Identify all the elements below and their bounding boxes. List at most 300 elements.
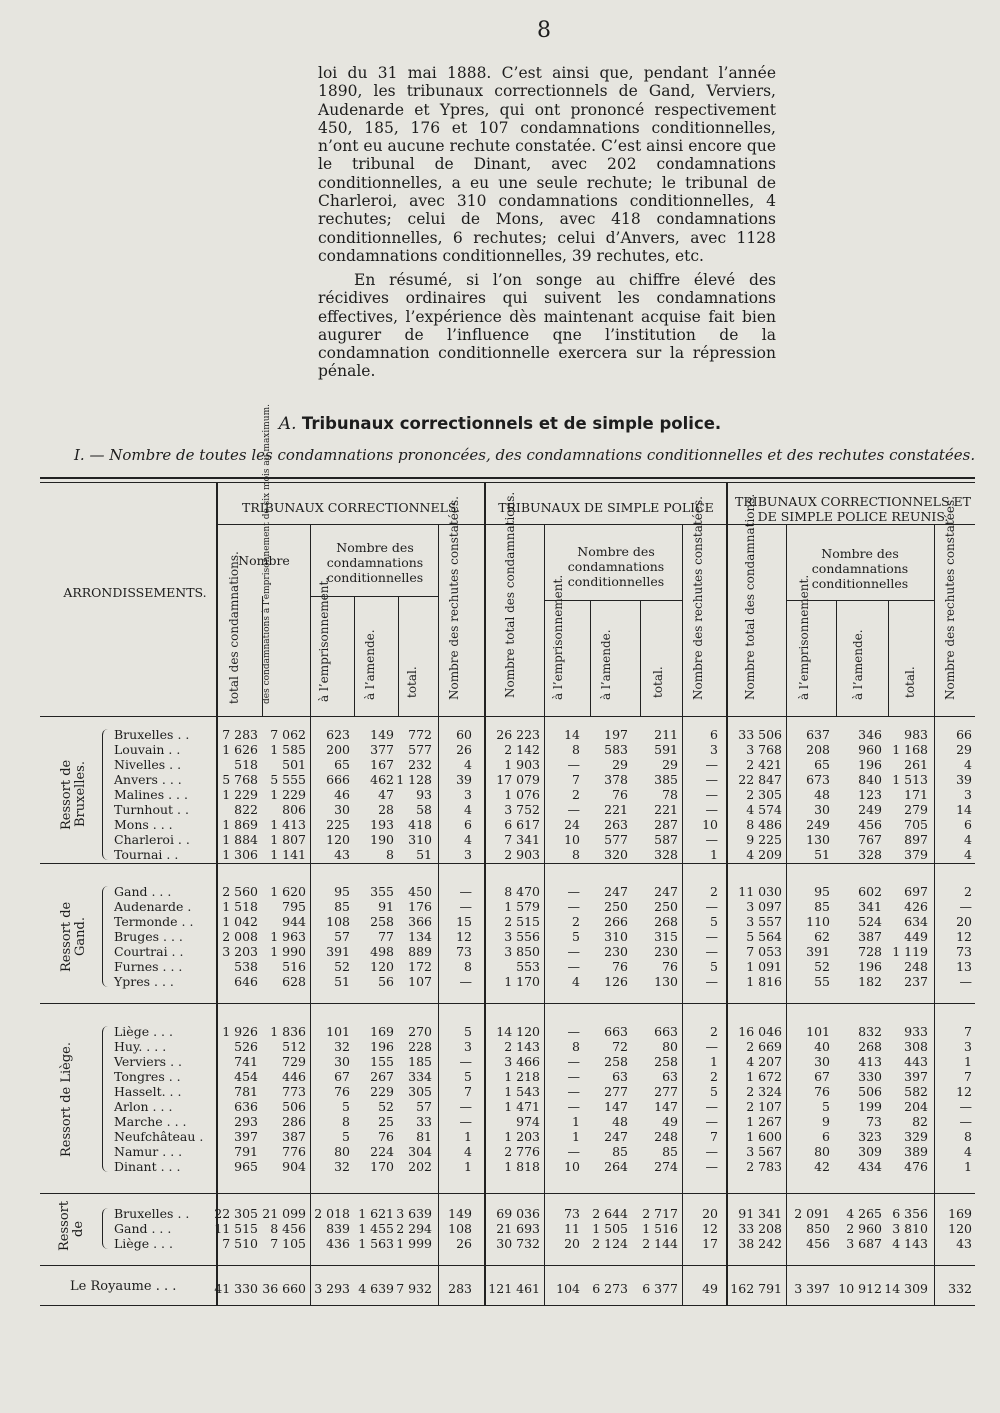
table-cell: —	[705, 929, 718, 944]
table-cell: 387	[282, 1129, 306, 1144]
table-cell: 85	[334, 899, 350, 914]
table-cell: 663	[654, 1024, 678, 1039]
table-cell: 1 516	[642, 1221, 678, 1236]
group-brace-3	[102, 1208, 109, 1249]
row-name: Neufchâteau .	[114, 1129, 204, 1144]
table-cell: 60	[456, 727, 472, 742]
table-cell: 4 265	[846, 1206, 882, 1221]
table-cell: 397	[904, 1069, 928, 1084]
table-cell: 2	[710, 884, 718, 899]
table-cell: 1 585	[270, 742, 306, 757]
table-cell: 277	[604, 1084, 628, 1099]
table-cell: 221	[654, 802, 678, 817]
table-cell: 1 518	[222, 899, 258, 914]
table-cell: 221	[604, 802, 628, 817]
table-cell: 85	[662, 1144, 678, 1159]
table-cell: 29	[956, 742, 972, 757]
row-name: Liège . . .	[114, 1024, 173, 1039]
table-cell: —	[705, 944, 718, 959]
table-cell: 29	[662, 757, 678, 772]
table-cell: 78	[662, 787, 678, 802]
table-cell: 8	[342, 1114, 350, 1129]
table-cell: 4	[964, 1144, 972, 1159]
table-cell: 250	[604, 899, 628, 914]
table-cell: —	[959, 1099, 972, 1114]
table-cell: —	[567, 1084, 580, 1099]
table-cell: 30	[334, 802, 350, 817]
table-cell: 634	[904, 914, 928, 929]
table-cell: 120	[948, 1221, 972, 1236]
row-name: Louvain . .	[114, 742, 181, 757]
table-cell: 1 141	[270, 847, 306, 862]
table-cell: 1 626	[222, 742, 258, 757]
table-cell: 270	[408, 1024, 432, 1039]
row-name: Hasselt. . .	[114, 1084, 182, 1099]
royaume-label: Le Royaume . . .	[70, 1279, 177, 1294]
table-cell: 169	[948, 1206, 972, 1221]
table-cell: 101	[326, 1024, 350, 1039]
table-cell: 832	[858, 1024, 882, 1039]
table-cell: 7 341	[504, 832, 540, 847]
table-cell: —	[459, 1114, 472, 1129]
table-cell: 7 105	[270, 1236, 306, 1251]
table-cell: 73	[956, 944, 972, 959]
table-cell: 123	[858, 787, 882, 802]
header-total-condamnations: total des condamnations.	[227, 551, 241, 704]
royaume-cell: 41 330	[214, 1281, 258, 1296]
royaume-cell: 49	[702, 1281, 718, 1296]
table-cell: 21 099	[262, 1206, 306, 1221]
table-cell: 2 144	[642, 1236, 678, 1251]
table-cell: 781	[234, 1084, 258, 1099]
table-cell: 1 170	[504, 974, 540, 989]
row-name: Audenarde .	[114, 899, 192, 914]
table-cell: 1 672	[746, 1069, 782, 1084]
table-cell: 80	[814, 1144, 830, 1159]
table-cell: 3	[464, 787, 472, 802]
paragraph-2: En résumé, si l’on songe au chiffre élevé des récidives ordinaires qui suivent les condamnations effectives, l’expérience dès maintenant acquise fait bien augurer de l’influence qne l’institution de la condamnation conditionnelle exercera sur la répression pénale.	[318, 271, 776, 381]
table-cell: 286	[282, 1114, 306, 1129]
table-cell: 22 305	[214, 1206, 258, 1221]
table-cell: 418	[408, 817, 432, 832]
row-name: Tournai . .	[114, 847, 179, 862]
table-cell: 120	[370, 959, 394, 974]
table-cell: 3	[710, 742, 718, 757]
vrule-2	[310, 524, 311, 1305]
table-cell: 328	[858, 847, 882, 862]
table-cell: 2 142	[504, 742, 540, 757]
table-cell: 4	[464, 1144, 472, 1159]
row-name: Ypres . . .	[114, 974, 174, 989]
table-cell: 76	[612, 787, 628, 802]
table-cell: —	[705, 899, 718, 914]
rule-top	[40, 477, 975, 479]
table-cell: 666	[326, 772, 350, 787]
row-name: Gand . . .	[114, 1221, 172, 1236]
table-cell: 264	[604, 1159, 628, 1174]
table-cell: 120	[326, 832, 350, 847]
table-cell: 673	[806, 772, 830, 787]
vrule-6	[682, 524, 683, 1305]
table-cell: 8 486	[746, 817, 782, 832]
table-cell: 52	[334, 959, 350, 974]
table-cell: 378	[604, 772, 628, 787]
table-cell: 506	[282, 1099, 306, 1114]
table-cell: 1 042	[222, 914, 258, 929]
table-cell: 1 836	[270, 1024, 306, 1039]
table-cell: 28	[378, 802, 394, 817]
table-cell: 1 816	[746, 974, 782, 989]
table-cell: 454	[234, 1069, 258, 1084]
row-name: Courtrai . .	[114, 944, 184, 959]
table-cell: 346	[858, 727, 882, 742]
table-cell: 1	[710, 1054, 718, 1069]
table-cell: 4	[464, 757, 472, 772]
table-cell: 449	[904, 929, 928, 944]
table-cell: 200	[326, 742, 350, 757]
table-cell: 196	[858, 959, 882, 974]
table-cell: 4	[964, 832, 972, 847]
table-cell: 1 455	[358, 1221, 394, 1236]
table-cell: 149	[370, 727, 394, 742]
table-cell: 1	[964, 1159, 972, 1174]
table-cell: 69 036	[496, 1206, 540, 1221]
table-cell: 806	[282, 802, 306, 817]
header-rechutes-1: Nombre des rechutes constatées.	[447, 496, 461, 700]
table-cell: —	[705, 1114, 718, 1129]
header-nombre-total-3: Nombre total des condamnations.	[743, 493, 757, 700]
table-cell: 1 505	[592, 1221, 628, 1236]
header-emprisonnement-3: à l’emprisonnement.	[797, 574, 811, 700]
table-cell: 436	[326, 1236, 350, 1251]
table-cell: 2	[710, 1024, 718, 1039]
table-cell: 6	[964, 817, 972, 832]
table-cell: 67	[334, 1069, 350, 1084]
table-cell: 76	[334, 1084, 350, 1099]
table-cell: 250	[654, 899, 678, 914]
table-cell: 379	[904, 847, 928, 862]
table-cell: 167	[370, 757, 394, 772]
rule-sep-2	[40, 1003, 975, 1004]
rule-sub-3	[786, 600, 934, 601]
vrule-9	[934, 524, 935, 1305]
table-cell: 516	[282, 959, 306, 974]
table-cell: 4 143	[892, 1236, 928, 1251]
table-cell: 55	[814, 974, 830, 989]
section-heading	[0, 414, 1000, 434]
table-cell: 2 960	[846, 1221, 882, 1236]
table-cell: 176	[408, 899, 432, 914]
table-cell: 310	[408, 832, 432, 847]
table-cell: 47	[378, 787, 394, 802]
table-cell: 76	[814, 1084, 830, 1099]
table-cell: 3	[964, 1039, 972, 1054]
table-cell: 334	[408, 1069, 432, 1084]
header-nombre-cond-1: Nombre des condamnations conditionnelles	[326, 540, 424, 585]
table-cell: 434	[858, 1159, 882, 1174]
table-cell: 3 466	[504, 1054, 540, 1069]
table-cell: 5	[710, 959, 718, 974]
table-cell: 17	[702, 1236, 718, 1251]
table-cell: 211	[654, 727, 678, 742]
table-cell: 315	[654, 929, 678, 944]
table-cell: 4 207	[746, 1054, 782, 1069]
table-cell: 26	[456, 742, 472, 757]
table-cell: 526	[234, 1039, 258, 1054]
table-cell: 577	[604, 832, 628, 847]
table-cell: 91 341	[738, 1206, 782, 1221]
rule-sub-1	[310, 596, 438, 597]
row-name: Charleroi . .	[114, 832, 190, 847]
table-cell: 91	[378, 899, 394, 914]
table-cell: 1 807	[270, 832, 306, 847]
table-cell: 26	[456, 1236, 472, 1251]
table-cell: 767	[858, 832, 882, 847]
table-cell: 8	[572, 742, 580, 757]
table-cell: 2 008	[222, 929, 258, 944]
table-cell: 258	[370, 914, 394, 929]
table-cell: 1	[572, 1114, 580, 1129]
table-cell: 904	[282, 1159, 306, 1174]
table-cell: 29	[612, 757, 628, 772]
table-cell: 1 563	[358, 1236, 394, 1251]
table-cell: 7	[710, 1129, 718, 1144]
table-cell: 4 574	[746, 802, 782, 817]
royaume-cell: 6 377	[642, 1281, 678, 1296]
table-cell: 46	[334, 787, 350, 802]
table-cell: 1	[572, 1129, 580, 1144]
table-cell: 3 556	[504, 929, 540, 944]
table-cell: 577	[408, 742, 432, 757]
table-cell: 387	[858, 929, 882, 944]
table-cell: 1 306	[222, 847, 258, 862]
header-nombre-total-2: Nombre total des condamnations.	[503, 491, 517, 698]
table-cell: 1 128	[396, 772, 432, 787]
table-cell: —	[705, 1039, 718, 1054]
table-cell: 95	[334, 884, 350, 899]
table-cell: 5 768	[222, 772, 258, 787]
table-cell: 1 884	[222, 832, 258, 847]
row-name: Bruges . . .	[114, 929, 183, 944]
table-cell: 15	[456, 914, 472, 929]
row-name: Turnhout . .	[114, 802, 189, 817]
table-cell: 65	[814, 757, 830, 772]
table-cell: 182	[858, 974, 882, 989]
table-cell: 4	[464, 832, 472, 847]
table-cell: 73	[564, 1206, 580, 1221]
table-cell: 582	[904, 1084, 928, 1099]
table-cell: 230	[654, 944, 678, 959]
header-nombre: Nombre	[238, 553, 290, 568]
table-cell: 193	[370, 817, 394, 832]
table-cell: 85	[612, 1144, 628, 1159]
table-cell: 30	[814, 802, 830, 817]
table-cell: 24	[564, 817, 580, 832]
table-cell: 63	[662, 1069, 678, 1084]
table-cell: 76	[612, 959, 628, 974]
table-cell: 305	[408, 1084, 432, 1099]
table-cell: 228	[408, 1039, 432, 1054]
table-cell: 1 413	[270, 817, 306, 832]
table-cell: 389	[904, 1144, 928, 1159]
row-name: Furnes . . .	[114, 959, 183, 974]
table-cell: 5	[710, 914, 718, 929]
table-cell: 2 669	[746, 1039, 782, 1054]
table-cell: 14	[956, 802, 972, 817]
table-cell: 323	[858, 1129, 882, 1144]
table-cell: 1 513	[892, 772, 928, 787]
table-cell: 3	[464, 847, 472, 862]
vrule-5	[544, 524, 545, 1305]
table-cell: 149	[448, 1206, 472, 1221]
table-cell: 2 091	[794, 1206, 830, 1221]
table-cell: 12	[456, 929, 472, 944]
header-amende-3: à l’amende.	[851, 629, 865, 700]
header-rechutes-2: Nombre des rechutes constatées.	[691, 496, 705, 700]
row-name: Marche . . .	[114, 1114, 187, 1129]
table-cell: —	[567, 884, 580, 899]
table-cell: 126	[604, 974, 628, 989]
table-cell: 697	[904, 884, 928, 899]
table-cell: 1 903	[504, 757, 540, 772]
royaume-cell: 332	[948, 1281, 972, 1296]
table-cell: 3 557	[746, 914, 782, 929]
table-cell: 10	[564, 832, 580, 847]
table-cell: 944	[282, 914, 306, 929]
table-cell: 258	[604, 1054, 628, 1069]
table-cell: 11 515	[214, 1221, 258, 1236]
header-emprisonnement-1: à l’emprisonnement.	[317, 576, 331, 702]
table-cell: 21 693	[496, 1221, 540, 1236]
table-cell: 43	[956, 1236, 972, 1251]
table-cell: 204	[904, 1099, 928, 1114]
paragraph-1: loi du 31 mai 1888. C’est ainsi que, pendant l’année 1890, les tribunaux correctionnels de Gand, Verviers, Audenarde et Ypres, qui ont prononcé respectivement 450, 185, 176 et 107 condamnations conditionnelles, n’ont eu aucune rechute constatée. C’est ainsi encore que le tribunal de Dinant, avec 202 condamnations conditionnelles, a eu une seule rechute; le tribunal de Charleroi, avec 310 condamnations conditionnelles, 4 rechutes; celui de Mons, avec 418 condamnations conditionnelles, 6 rechutes; celui d’Anvers, avec 1128 condamnations conditionnelles, 39 rechutes, etc.	[318, 64, 776, 265]
table-cell: 3	[464, 1039, 472, 1054]
table-cell: —	[705, 787, 718, 802]
rule-sep-1	[40, 863, 975, 864]
table-cell: —	[705, 1099, 718, 1114]
royaume-cell: 6 273	[592, 1281, 628, 1296]
royaume-cell: 14 309	[884, 1281, 928, 1296]
vrule-4	[484, 482, 486, 1305]
table-cell: 636	[234, 1099, 258, 1114]
table-cell: 14	[564, 727, 580, 742]
royaume-cell: 3 293	[314, 1281, 350, 1296]
table-cell: 172	[408, 959, 432, 974]
table-cell: 33	[416, 1114, 432, 1129]
table-cell: 274	[654, 1159, 678, 1174]
table-cell: 51	[814, 847, 830, 862]
table-cell: 3 567	[746, 1144, 782, 1159]
table-cell: 2 515	[504, 914, 540, 929]
table-cell: 38 242	[738, 1236, 782, 1251]
table-cell: 2	[964, 884, 972, 899]
header-arrondissements: ARRONDISSEMENTS.	[63, 585, 207, 600]
table-cell: 202	[408, 1159, 432, 1174]
header-tribunaux-reunis: TRIBUNAUX CORRECTIONNELS ET DE SIMPLE POLICE REUNIS.	[735, 494, 971, 524]
table-cell: —	[567, 944, 580, 959]
royaume-cell: 162 791	[730, 1281, 782, 1296]
header-amende-2: à l’amende.	[599, 629, 613, 700]
table-cell: 249	[858, 802, 882, 817]
table-cell: 247	[604, 884, 628, 899]
table-cell: 8 470	[504, 884, 540, 899]
table-cell: 5 564	[746, 929, 782, 944]
table-cell: 1 091	[746, 959, 782, 974]
header-nombre-cond-2: Nombre des condamnations conditionnelles	[567, 544, 665, 589]
table-cell: 62	[814, 929, 830, 944]
table-cell: 76	[662, 959, 678, 974]
header-amende-1: à l’amende.	[363, 629, 377, 700]
table-cell: 330	[858, 1069, 882, 1084]
table-cell: 9	[822, 1114, 830, 1129]
group-label-1: Ressort de Gand.	[59, 901, 88, 972]
table-cell: 248	[904, 959, 928, 974]
table-cell: 524	[858, 914, 882, 929]
table-cell: 12	[956, 929, 972, 944]
table-cell: 1 999	[396, 1236, 432, 1251]
table-cell: 8 456	[270, 1221, 306, 1236]
table-cell: 65	[334, 757, 350, 772]
table-cell: —	[959, 899, 972, 914]
table-cell: 889	[408, 944, 432, 959]
table-cell: 279	[904, 802, 928, 817]
table-cell: 7 510	[222, 1236, 258, 1251]
table-cell: 1 229	[222, 787, 258, 802]
table-cell: 39	[956, 772, 972, 787]
table-cell: 776	[282, 1144, 306, 1159]
table-cell: 39	[456, 772, 472, 787]
row-name: Bruxelles . .	[114, 727, 190, 742]
table-cell: 1 869	[222, 817, 258, 832]
table-cell: 377	[370, 742, 394, 757]
group-label-2: Ressort de Liège.	[59, 1041, 74, 1157]
table-cell: —	[459, 884, 472, 899]
table-cell: —	[459, 1054, 472, 1069]
table-cell: 329	[904, 1129, 928, 1144]
table-cell: 450	[408, 884, 432, 899]
table-cell: 1 119	[892, 944, 928, 959]
table-cell: 5	[464, 1024, 472, 1039]
vrule-sub-a	[262, 596, 263, 716]
table-cell: 4	[572, 974, 580, 989]
table-cell: 741	[234, 1054, 258, 1069]
table-cell: 108	[326, 914, 350, 929]
table-cell: 263	[604, 817, 628, 832]
table-cell: 3 687	[846, 1236, 882, 1251]
table-cell: 308	[904, 1039, 928, 1054]
table-cell: 2 560	[222, 884, 258, 899]
table-cell: 2 124	[592, 1236, 628, 1251]
table-cell: 247	[654, 884, 678, 899]
table-cell: 12	[956, 1084, 972, 1099]
table-cell: 1 963	[270, 929, 306, 944]
royaume-cell: 121 461	[488, 1281, 540, 1296]
table-cell: 169	[370, 1024, 394, 1039]
table-cell: 52	[378, 1099, 394, 1114]
table-cell: 1 579	[504, 899, 540, 914]
table-cell: 850	[806, 1221, 830, 1236]
table-cell: 5 555	[270, 772, 306, 787]
row-name: Anvers . . .	[114, 772, 182, 787]
table-cell: 2 644	[592, 1206, 628, 1221]
table-cell: 101	[806, 1024, 830, 1039]
table-cell: 3 810	[892, 1221, 928, 1236]
table-cell: 208	[806, 742, 830, 757]
royaume-cell: 36 660	[262, 1281, 306, 1296]
table-cell: 30	[334, 1054, 350, 1069]
row-name: Termonde . .	[114, 914, 194, 929]
